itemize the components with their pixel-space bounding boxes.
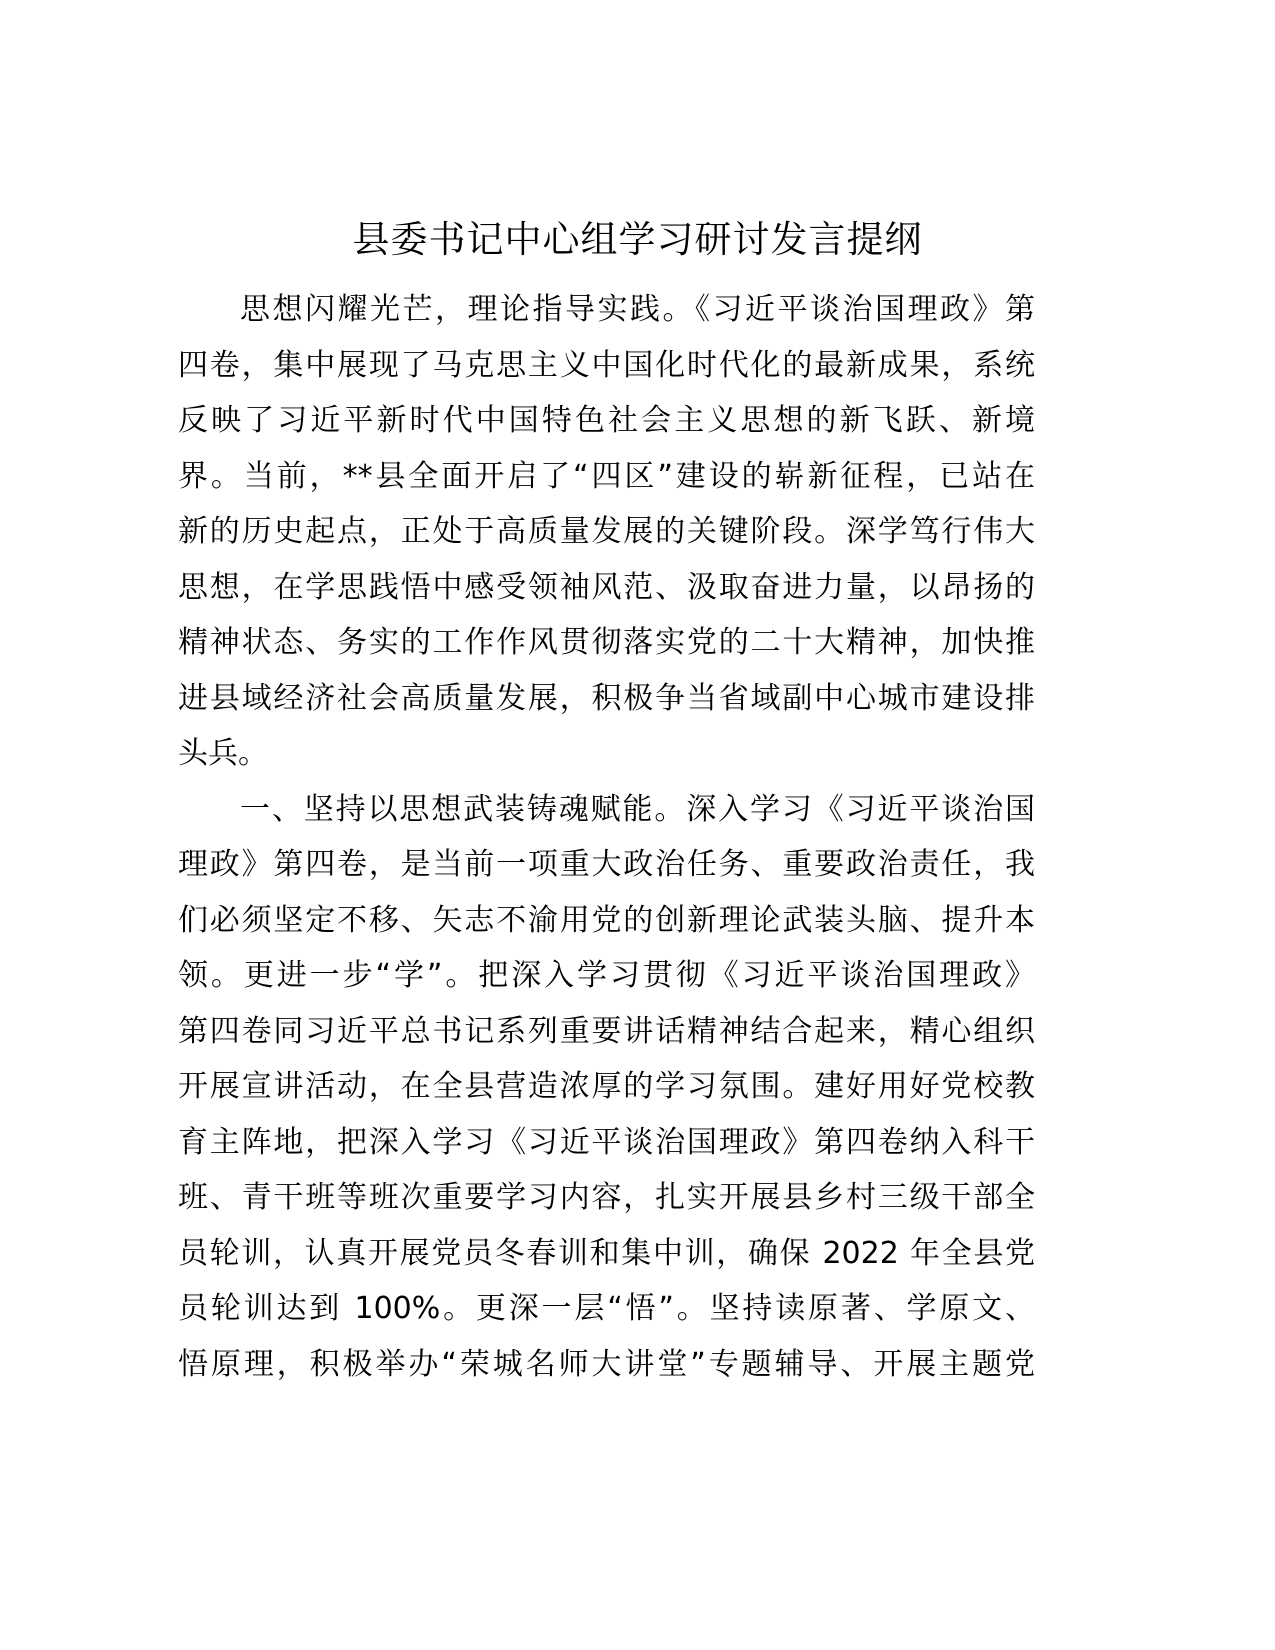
- document-body: [178, 282, 1035, 1392]
- text-line: 思想闪耀光芒，理论指导实践。《习近平谈治国理政》第: [240, 292, 1035, 327]
- text-line: 反映了习近平新时代中国特色社会主义思想的新飞跃、新境: [178, 403, 1035, 438]
- text-line: 育主阵地，把深入学习《习近平谈治国理政》第四卷纳入科干: [178, 1124, 1035, 1160]
- document-title: 县委书记中心组学习研讨发言提纲: [352, 218, 923, 261]
- text-line: 领。更进一步“学”。把深入学习贯彻《习近平谈治国理政》: [178, 958, 1035, 993]
- text-line: 班、青干班等班次重要学习内容，扎实开展县乡村三级干部全: [178, 1180, 1035, 1215]
- text-line: 员轮训，认真开展党员冬春训和集中训，确保 2022 年全县党: [178, 1235, 1035, 1271]
- text-line: 悟原理，积极举办“荣城名师大讲堂”专题辅导、开展主题党: [178, 1346, 1035, 1382]
- text-line: 四卷，集中展现了马克思主义中国化时代化的最新成果，系统: [178, 347, 1035, 383]
- text-line: 进县域经济社会高质量发展，积极争当省域副中心城市建设排: [178, 680, 1035, 716]
- text-line: 界。当前，**县全面开启了“四区”建设的崭新征程，已站在: [178, 458, 1035, 494]
- text-line: 员轮训达到 100%。更深一层“悟”。坚持读原著、学原文、: [178, 1291, 1035, 1326]
- text-line: 们必须坚定不移、矢志不渝用党的创新理论武装头脑、提升本: [178, 902, 1035, 938]
- text-line: 精神状态、务实的工作作风贯彻落实党的二十大精神，加快推: [178, 625, 1035, 660]
- text-line: 第四卷同习近平总书记系列重要讲话精神结合起来，精心组织: [178, 1013, 1035, 1049]
- text-line: 一、坚持以思想武装铸魂赋能。深入学习《习近平谈治国: [240, 791, 1035, 827]
- text-line: 开展宣讲活动，在全县营造浓厚的学习氛围。建好用好党校教: [178, 1069, 1035, 1104]
- text-line: 理政》第四卷，是当前一项重大政治任务、重要政治责任，我: [178, 847, 1035, 882]
- text-line: 头兵。: [178, 736, 268, 771]
- paragraph-intro: [178, 282, 1035, 782]
- text-line: 思想，在学思践悟中感受领袖风范、汲取奋进力量，以昂扬的: [178, 569, 1035, 605]
- paragraph-section-1: [178, 782, 1035, 1393]
- text-line: 新的历史起点，正处于高质量发展的关键阶段。深学笃行伟大: [178, 514, 1035, 549]
